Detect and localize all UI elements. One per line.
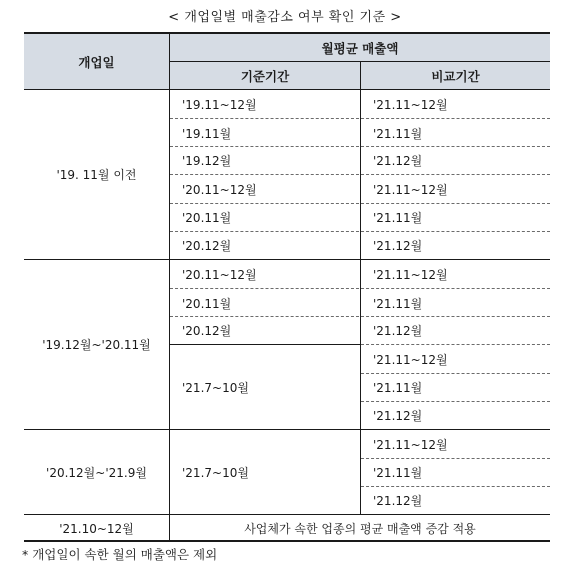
compare-g1-r2: '21.11월: [373, 126, 423, 141]
open-date-group-4: '21.10~12월: [59, 522, 134, 536]
header-compare-period: 비교기간: [361, 62, 550, 89]
header-avg-sales: 월평균 매출액: [170, 34, 550, 61]
base-g1-r3: '19.12월: [182, 154, 232, 168]
compare-g1-r5: '21.11월: [373, 211, 423, 225]
compare-g2-r1: '21.11~12월: [373, 267, 448, 282]
compare-g1-r4: '21.11~12월: [373, 182, 448, 197]
footnote: * 개업일이 속한 월의 매출액은 제외: [22, 547, 218, 562]
base-g3-merged: '21.7~10월: [182, 465, 249, 480]
header-base-period: 기준기간: [170, 62, 360, 89]
base-g1-r6: '20.12월: [182, 239, 232, 253]
base-g1-r5: '20.11월: [182, 211, 232, 225]
header-open-date: 개업일: [24, 34, 169, 89]
base-g1-r1: '19.11~12월: [182, 97, 257, 112]
table-title: < 개업일별 매출감소 여부 확인 기준 >: [168, 10, 402, 25]
open-date-group-2: '19.12월~'20.11월: [42, 338, 151, 352]
open-date-group-1: '19. 11월 이전: [56, 168, 137, 182]
base-g1-r4: '20.11~12월: [182, 182, 257, 197]
compare-g3-r3: '21.12월: [373, 494, 423, 508]
open-date-group-3: '20.12월~'21.9월: [46, 465, 147, 480]
industry-average-note: 사업체가 속한 업종의 평균 매출액 증감 적용: [244, 522, 476, 536]
base-g2-r3: '20.12월: [182, 324, 232, 338]
compare-g1-r3: '21.12월: [373, 154, 423, 168]
compare-g2-r4: '21.11~12월: [373, 352, 448, 367]
compare-g2-r5: '21.11월: [373, 381, 423, 395]
compare-g2-r3: '21.12월: [373, 324, 423, 338]
compare-g1-r6: '21.12월: [373, 239, 423, 253]
compare-g1-r1: '21.11~12월: [373, 97, 448, 112]
base-g1-r2: '19.11월: [182, 126, 232, 141]
sales-criteria-table: [24, 32, 550, 542]
base-g2-r1: '20.11~12월: [182, 267, 257, 282]
base-g2-r2: '20.11월: [182, 296, 232, 311]
compare-g2-r2: '21.11월: [373, 296, 423, 311]
compare-g2-r6: '21.12월: [373, 409, 423, 423]
base-g2-merged: '21.7~10월: [182, 380, 249, 395]
compare-g3-r2: '21.11월: [373, 466, 423, 480]
compare-g3-r1: '21.11~12월: [373, 437, 448, 452]
